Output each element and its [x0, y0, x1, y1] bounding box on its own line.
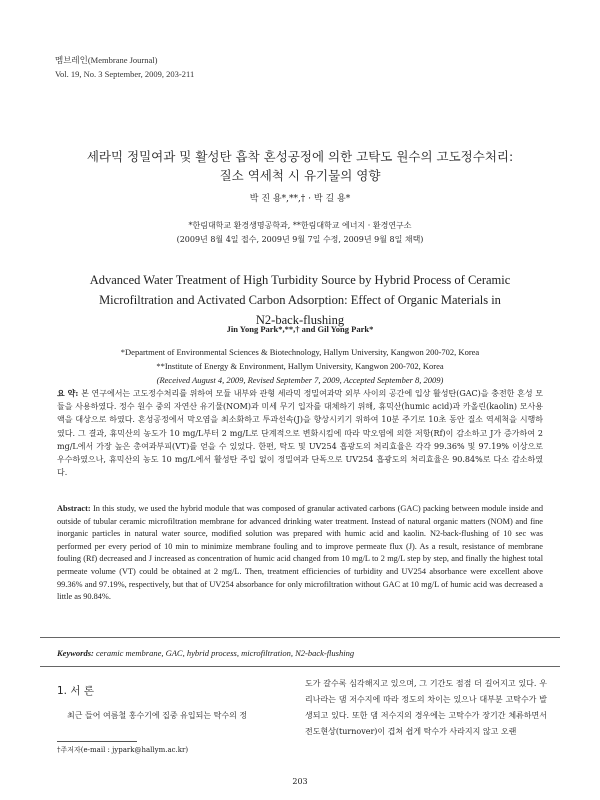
korean-title-line1: 세라믹 정밀여과 및 활성탄 흡착 혼성공정에 의한 고탁도 원수의 고도정수처리:	[86, 149, 514, 164]
journal-name: 멤브레인(Membrane Journal)	[55, 55, 158, 65]
english-abstract-label: Abstract:	[57, 504, 91, 513]
divider-bottom	[40, 666, 560, 667]
keywords	[57, 648, 543, 658]
english-dates: (Received August 4, 2009, Revised September 7, 2009, Accepted September 8, 2009)	[156, 375, 444, 385]
page-number: 203	[292, 777, 308, 786]
journal-volume: Vol. 19, No. 3 September, 2009, 203-211	[55, 69, 195, 79]
column1-paragraph: 최근 들어 여름철 홍수기에 집중 유입되는 탁수의 정	[67, 711, 248, 720]
english-title-line1: Advanced Water Treatment of High Turbidity Source by Hybrid Process of Ceramic	[89, 273, 511, 287]
footnote-divider	[57, 741, 137, 742]
journal-header	[55, 53, 194, 81]
english-abstract-text: In this study, we used the hybrid module that was composed of granular activated carbons (GAC) packing between module inside and outside of tubular ceramic microfiltration membrane for advanced drinking water treatment. Instead of natural organic matters (NOM) and fine inorganic particles in natural water source, modified solution was prepared with humic acid and kaolin. N2-back-flushing of 10 sec was performed per every period of 10 min to minimize membrane fouling and to improve permeate flux (J). As a result, resistance of membrane fouling (Rf) decreased and J increased as concentration of humic acid changed from 10 mg/L to 2 mg/L step by step, and finally the highest total permeate volume (VT) could be obtained at 2 mg/L. Then, treatment efficiencies of turbidity and UV254 absorbance were excellent above 99.36% and 97.19%, respectively, but that of UV254 absorbance for only microfiltration without GAC at 10 mg/L of humic acid was decreased a little as 90.84%.	[57, 504, 543, 602]
column2-paragraph: 도가 갈수록 심각해지고 있으며, 그 기간도 점점 더 길어지고 있다. 우리나라는 댐 저수지에 따라 정도의 차이는 있으나 대부분 고탁수가 발생되고 있다. 또한 댐 저수지의 경우에는 고탁수가 장기간 체류하면서 전도현상(turnover)이 겹쳐 쉽게 탁수가 사라지지 않고 오랜	[305, 679, 547, 736]
english-affiliation-2: **Institute of Energy & Environment, Hallym University, Kangwon 200-702, Korea	[156, 361, 444, 371]
korean-abstract-text: 본 연구에서는 고도정수처리를 위하여 모듈 내부와 관형 세라믹 정밀여과막 외부 사이의 공간에 입상 활성탄(GAC)을 충전한 혼성 모듈을 사용하였다. 정수 원수 중의 자연산 유기물(NOM)과 미세 무기 입자를 대체하기 위해, 휴믹산(humic acid)과 카올린(kaolin) 모사용액을 대상으로 하였다. 혼성공정에서 막오염을 최소화하고 투과선속(J)을 향상시키기 위하여 10분 주기로 10초 동안 질소 역세척을 시행하였다. 그 결과, 휴믹산의 농도가 10 mg/L부터 2 mg/L로 단계적으로 변화시킴에 따라 막오염에 의한 저항(Rf)이 감소하고 J가 증가하여 2 mg/L에서 가장 높은 총여과부피(VT)를 얻을 수 있었다. 한편, 탁도 및 UV254 흡광도의 처리효율은 각각 99.36% 및 97.19% 이상으로 우수하였으나, 휴믹산의 농도 10 mg/L에서 활성탄 주입 없이 정밀여과 단독으로 UV254 흡광도의 처리효율은 90.84%로 다소 감소하였다.	[57, 389, 544, 478]
english-affiliations	[0, 345, 600, 387]
english-title	[50, 270, 550, 330]
korean-affiliations	[0, 219, 600, 247]
korean-title	[40, 147, 560, 185]
english-title-line3: N2-back-flushing	[255, 313, 345, 327]
korean-title-line2: 질소 역세척 시 유기물의 영향	[219, 168, 381, 183]
korean-abstract	[57, 387, 543, 479]
section-heading-introduction: 1. 서 론	[57, 685, 94, 697]
english-title-line2: Microfiltration and Activated Carbon Adsorption: Effect of Organic Materials in	[99, 293, 501, 307]
divider-top	[40, 637, 560, 638]
keywords-label: Keywords:	[57, 648, 94, 658]
footnote: †주저자(e-mail : jypark@hallym.ac.kr)	[57, 746, 189, 754]
korean-abstract-label: 요 약:	[57, 388, 79, 398]
korean-authors: 박 진 용*,**,† · 박 길 용*	[249, 194, 351, 204]
english-abstract	[57, 503, 543, 604]
english-authors: Jin Yong Park*,**,† and Gil Yong Park*	[226, 324, 374, 334]
korean-affiliation: *한림대학교 환경생명공학과, **한림대학교 에너지 · 환경연구소	[188, 221, 412, 230]
korean-dates: (2009년 8월 4일 접수, 2009년 9월 7일 수정, 2009년 9월 8일 채택)	[176, 235, 424, 244]
english-affiliation-1: *Department of Environmental Sciences & Biotechnology, Hallym University, Kangwon 200-702, Korea	[120, 347, 480, 357]
keywords-text: ceramic membrane, GAC, hybrid process, microfiltration, N2-back-flushing	[95, 648, 355, 658]
